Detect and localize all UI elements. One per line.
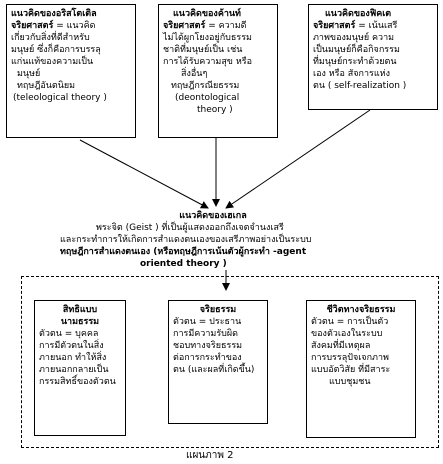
fichte-title: แนวคิดของฟิคเต: [325, 9, 392, 19]
fichte-line: เป็นมนุษย์ก็คือกิจกรรม: [313, 45, 400, 55]
ethical-life-box: [306, 300, 416, 438]
ethical-life-line: แบบชุมชน: [329, 377, 371, 387]
abstract-right-title: สิทธิแบบ: [62, 305, 98, 315]
aristotle-line: ทฤษฎีอันตนิยม: [17, 81, 76, 91]
morality-line: การมีความรับผิด: [173, 329, 238, 339]
ethical-life-line: ของตัวเองในระบบ: [311, 329, 383, 339]
fichte-line: ภาพของมนุษย์ ความ: [313, 33, 395, 43]
fichte-line: ตน ( self-realization ): [313, 81, 407, 91]
ethical-life-line: แบบอัตวิสัย ที่มีสาระ: [311, 365, 391, 375]
kant-title: แนวคิดของค้านท์: [173, 9, 241, 19]
ethical-life-line: ตัวตน = การเป็นตัว: [311, 317, 389, 327]
morality-line: ต่อการกระทำของ: [173, 353, 242, 363]
aristotle-line: มนุษย์: [17, 69, 41, 79]
aristotle-line: (teleological theory ): [13, 93, 107, 103]
hegel-line: พระจิต (Geist ) ที่เป็นผู้แสดงออกถึงเจตจำนงเสรี: [96, 223, 284, 233]
hegel-title: แนวคิดของเฮเกล: [179, 211, 247, 221]
morality-line: ตัวตน = ประธาน: [173, 317, 242, 327]
aristotle-box: [6, 4, 136, 138]
morality-title: จริยธรรม: [199, 305, 237, 315]
kant-line: การได้รับความสุข หรือ: [163, 57, 252, 67]
abstract-right-box: [34, 300, 126, 436]
kant-line: สิ่งอื่นๆ: [181, 69, 208, 79]
abstract-right-title: นามธรรม: [60, 317, 100, 327]
hegel-line: และกระทำการให้เกิดการสำแดงตนเองของเสรีภาพอย่างเป็นระบบ: [60, 235, 312, 245]
abstract-right-line: ตัวตน = บุคคล: [39, 329, 99, 339]
aristotle-title: แนวคิดของอริสโตเติล: [11, 9, 97, 19]
kant-line: ทฤษฎีกรณียธรรม: [171, 81, 240, 91]
hegel-block: [40, 210, 420, 270]
morality-line: ตน (และผลที่เกิดขึ้น): [173, 365, 255, 375]
abstract-right-line: กรรมสิทธิ์ของตัวตน: [39, 377, 116, 387]
abstract-right-line: ภายนอกกลายเป็น: [39, 365, 109, 375]
fichte-line: ที่มนุษย์กระทำด้วยตน: [313, 57, 397, 67]
abstract-right-line: การมีตัวตนในสิ่ง: [39, 341, 104, 351]
fichte-line: เอง หรือ สัจการแห่ง: [313, 69, 391, 79]
kant-line: จริยศาสตร์ = ความดี: [163, 21, 247, 31]
aristotle-line: จริยศาสตร์ = แนวคิด: [11, 21, 96, 31]
kant-box: [158, 4, 278, 138]
arrow-aristotle-to-hegel: [80, 140, 208, 208]
figure-caption: แผนภาพ 2: [186, 450, 234, 461]
kant-line: ชาติที่มนุษย์เป็น เช่น: [163, 45, 243, 55]
kant-line: ไม่ได้ผูกโยงอยู่กับธรรม: [163, 33, 252, 43]
fichte-line: จริยศาสตร์ = เน้นเสรี: [313, 21, 398, 31]
ethical-life-title: ชีวิตทางจริยธรรม: [326, 305, 396, 315]
kant-line: theory ): [197, 105, 233, 115]
hegel-theory-cont: oriented theory ): [140, 259, 227, 269]
morality-box: [168, 300, 268, 424]
hegel-theory: ทฤษฎีการสำแดงตนเอง (หรือทฤษฎีการเน้นตัวผู้กระทำ -agent: [60, 247, 307, 257]
abstract-right-line: ภายนอก ทำให้สิ่ง: [39, 353, 107, 363]
ethical-life-line: สังคมที่มีเหตุผล: [311, 341, 371, 351]
morality-line: ชอบทางจริยธรรม: [173, 341, 243, 351]
kant-line: (deontological: [175, 93, 240, 103]
aristotle-line: มนุษย์ ซึ่งก็คือการบรรลุ: [11, 45, 101, 55]
fichte-box: [308, 4, 438, 110]
ethical-life-line: การบรรลุปัจเจกภาพ: [311, 353, 389, 363]
aristotle-line: เกี่ยวกับสิ่งที่ดีสำหรับ: [11, 33, 90, 43]
aristotle-line: แก่นแท้ของความเป็น: [11, 57, 94, 67]
